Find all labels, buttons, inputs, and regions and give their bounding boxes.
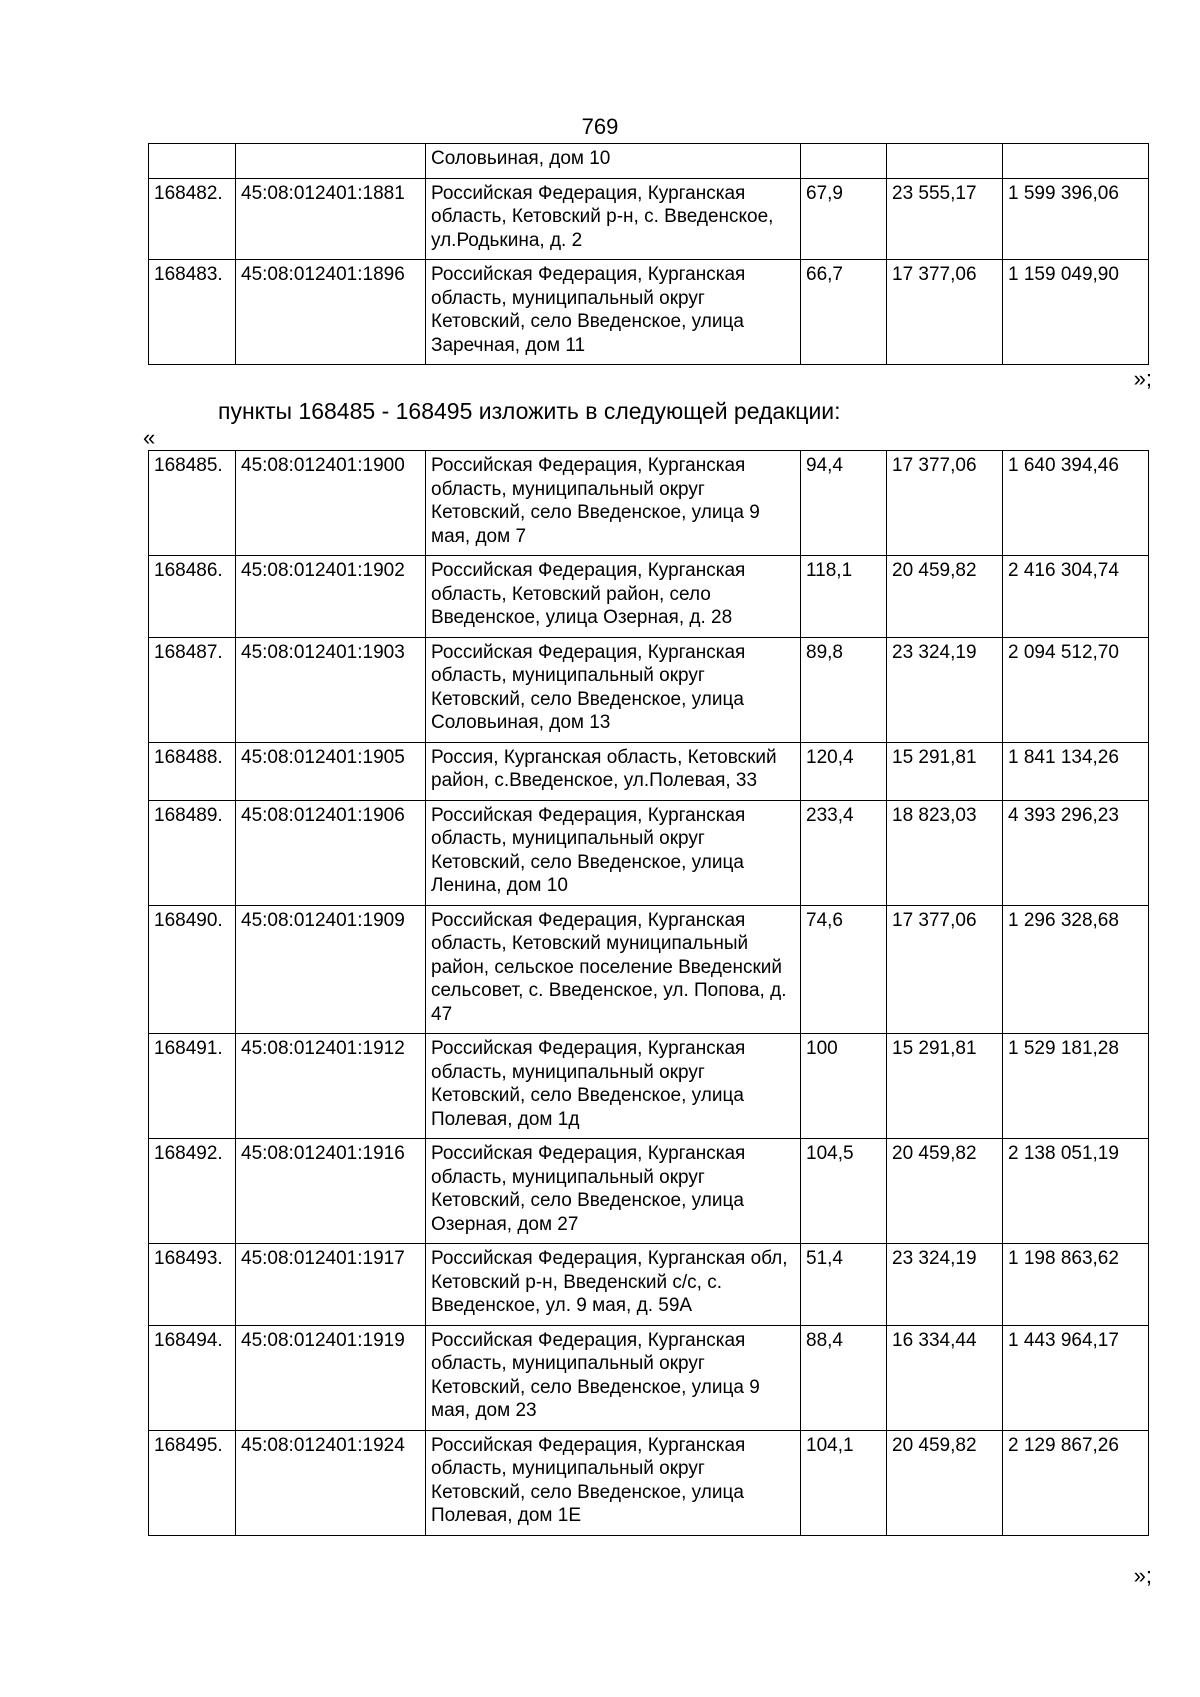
table-row <box>149 1325 1149 1430</box>
cadastral-value-cell: 1 159 049,90 <box>1003 260 1149 365</box>
table-row <box>149 1139 1149 1244</box>
unit-price-cell: 20 459,82 <box>887 556 1003 638</box>
cadastral-number-cell: 45:08:012401:1881 <box>236 178 426 260</box>
cadastral-number-cell: 45:08:012401:1903 <box>236 637 426 742</box>
area-cell: 66,7 <box>801 260 887 365</box>
area-cell: 100 <box>801 1034 887 1139</box>
cadastral-value-cell: 1 529 181,28 <box>1003 1034 1149 1139</box>
table-row <box>149 144 1149 179</box>
row-number-cell: 168485. <box>149 451 236 556</box>
row-number-cell: 168486. <box>149 556 236 638</box>
cadastral-value-cell: 4 393 296,23 <box>1003 800 1149 905</box>
page-number: 769 <box>581 114 619 139</box>
cadastral-value-cell <box>1003 144 1149 179</box>
unit-price-cell: 17 377,06 <box>887 451 1003 556</box>
area-cell: 233,4 <box>801 800 887 905</box>
address-cell: Российская Федерация, Курганская область, муниципальный округ Кетовский, село Введенское, улица Полевая, дом 1Е <box>426 1430 801 1535</box>
cadastral-number-cell: 45:08:012401:1902 <box>236 556 426 638</box>
cadastral-number-cell: 45:08:012401:1905 <box>236 742 426 800</box>
unit-price-cell: 17 377,06 <box>887 260 1003 365</box>
cadastral-number-cell: 45:08:012401:1917 <box>236 1244 426 1326</box>
unit-price-cell <box>887 144 1003 179</box>
cadastral-number-cell: 45:08:012401:1916 <box>236 1139 426 1244</box>
row-number-cell: 168493. <box>149 1244 236 1326</box>
table-row <box>149 556 1149 638</box>
cadastral-value-cell: 1 198 863,62 <box>1003 1244 1149 1326</box>
address-cell: Соловьиная, дом 10 <box>426 144 801 179</box>
row-number-cell: 168489. <box>149 800 236 905</box>
cadastral-number-cell: 45:08:012401:1896 <box>236 260 426 365</box>
unit-price-cell: 15 291,81 <box>887 1034 1003 1139</box>
cadastral-value-cell: 1 443 964,17 <box>1003 1325 1149 1430</box>
row-number-cell: 168487. <box>149 637 236 742</box>
address-cell: Российская Федерация, Курганская область, муниципальный округ Кетовский, село Введенское, улица 9 мая, дом 7 <box>426 451 801 556</box>
closing-quote: »; <box>1133 366 1152 391</box>
table-row <box>149 742 1149 800</box>
row-number-cell: 168491. <box>149 1034 236 1139</box>
unit-price-cell: 15 291,81 <box>887 742 1003 800</box>
opening-quote: « <box>143 425 156 450</box>
cadastral-number-cell <box>236 144 426 179</box>
cadastral-number-cell: 45:08:012401:1919 <box>236 1325 426 1430</box>
address-cell: Российская Федерация, Курганская область, муниципальный округ Кетовский, село Введенское, улица Полевая, дом 1д <box>426 1034 801 1139</box>
area-cell: 89,8 <box>801 637 887 742</box>
cadastral-number-cell: 45:08:012401:1900 <box>236 451 426 556</box>
row-number-cell: 168490. <box>149 905 236 1034</box>
table-row <box>149 1034 1149 1139</box>
area-cell: 51,4 <box>801 1244 887 1326</box>
cadastral-value-cell: 1 296 328,68 <box>1003 905 1149 1034</box>
table-row <box>149 1244 1149 1326</box>
cadastral-value-cell: 1 599 396,06 <box>1003 178 1149 260</box>
table-row <box>149 451 1149 556</box>
cadastral-value-cell: 1 640 394,46 <box>1003 451 1149 556</box>
row-number-cell: 168483. <box>149 260 236 365</box>
address-cell: Российская Федерация, Курганская область, Кетовский р-н, с. Введенское, ул.Родькина, д. 2 <box>426 178 801 260</box>
row-number-cell <box>149 144 236 179</box>
address-cell: Российская Федерация, Курганская область, муниципальный округ Кетовский, село Введенское, улица Ленина, дом 10 <box>426 800 801 905</box>
unit-price-cell: 20 459,82 <box>887 1139 1003 1244</box>
area-cell: 67,9 <box>801 178 887 260</box>
address-cell: Российская Федерация, Курганская область, Кетовский район, село Введенское, улица Озерная, д. 28 <box>426 556 801 638</box>
row-number-cell: 168488. <box>149 742 236 800</box>
address-cell: Российская Федерация, Курганская область, муниципальный округ Кетовский, село Введенское, улица 9 мая, дом 23 <box>426 1325 801 1430</box>
address-cell: Российская Федерация, Курганская область, муниципальный округ Кетовский, село Введенское, улица Заречная, дом 11 <box>426 260 801 365</box>
row-number-cell: 168492. <box>149 1139 236 1244</box>
cadastral-number-cell: 45:08:012401:1924 <box>236 1430 426 1535</box>
unit-price-cell: 20 459,82 <box>887 1430 1003 1535</box>
table-row <box>149 637 1149 742</box>
area-cell: 104,1 <box>801 1430 887 1535</box>
row-number-cell: 168494. <box>149 1325 236 1430</box>
table-row <box>149 905 1149 1034</box>
unit-price-cell: 23 555,17 <box>887 178 1003 260</box>
row-number-cell: 168482. <box>149 178 236 260</box>
area-cell: 94,4 <box>801 451 887 556</box>
unit-price-cell: 23 324,19 <box>887 1244 1003 1326</box>
property-table-amended <box>148 450 1149 1536</box>
table-row <box>149 800 1149 905</box>
closing-quote-final: »; <box>1133 1563 1152 1588</box>
area-cell: 120,4 <box>801 742 887 800</box>
table-row <box>149 260 1149 365</box>
unit-price-cell: 16 334,44 <box>887 1325 1003 1430</box>
cadastral-value-cell: 2 416 304,74 <box>1003 556 1149 638</box>
cadastral-number-cell: 45:08:012401:1912 <box>236 1034 426 1139</box>
address-cell: Российская Федерация, Курганская обл, Кетовский р-н, Введенский с/с, с. Введенское, ул. 9 мая, д. 59А <box>426 1244 801 1326</box>
cadastral-number-cell: 45:08:012401:1906 <box>236 800 426 905</box>
row-number-cell: 168495. <box>149 1430 236 1535</box>
unit-price-cell: 18 823,03 <box>887 800 1003 905</box>
area-cell: 118,1 <box>801 556 887 638</box>
unit-price-cell: 23 324,19 <box>887 637 1003 742</box>
address-cell: Российская Федерация, Курганская область, муниципальный округ Кетовский, село Введенское, улица Озерная, дом 27 <box>426 1139 801 1244</box>
cadastral-number-cell: 45:08:012401:1909 <box>236 905 426 1034</box>
table-row <box>149 178 1149 260</box>
area-cell: 74,6 <box>801 905 887 1034</box>
area-cell <box>801 144 887 179</box>
unit-price-cell: 17 377,06 <box>887 905 1003 1034</box>
property-table-continued <box>148 143 1149 365</box>
cadastral-value-cell: 2 094 512,70 <box>1003 637 1149 742</box>
address-cell: Российская Федерация, Курганская область, муниципальный округ Кетовский, село Введенское, улица Соловьиная, дом 13 <box>426 637 801 742</box>
cadastral-value-cell: 2 129 867,26 <box>1003 1430 1149 1535</box>
address-cell: Российская Федерация, Курганская область, Кетовский муниципальный район, сельское поселение Введенский сельсовет, с. Введенское, ул. Попова, д. 47 <box>426 905 801 1034</box>
cadastral-value-cell: 2 138 051,19 <box>1003 1139 1149 1244</box>
area-cell: 104,5 <box>801 1139 887 1244</box>
amendment-instruction: пункты 168485 - 168495 изложить в следующей редакции: <box>218 398 841 424</box>
table-row <box>149 1430 1149 1535</box>
area-cell: 88,4 <box>801 1325 887 1430</box>
address-cell: Россия, Курганская область, Кетовский район, с.Введенское, ул.Полевая, 33 <box>426 742 801 800</box>
cadastral-value-cell: 1 841 134,26 <box>1003 742 1149 800</box>
